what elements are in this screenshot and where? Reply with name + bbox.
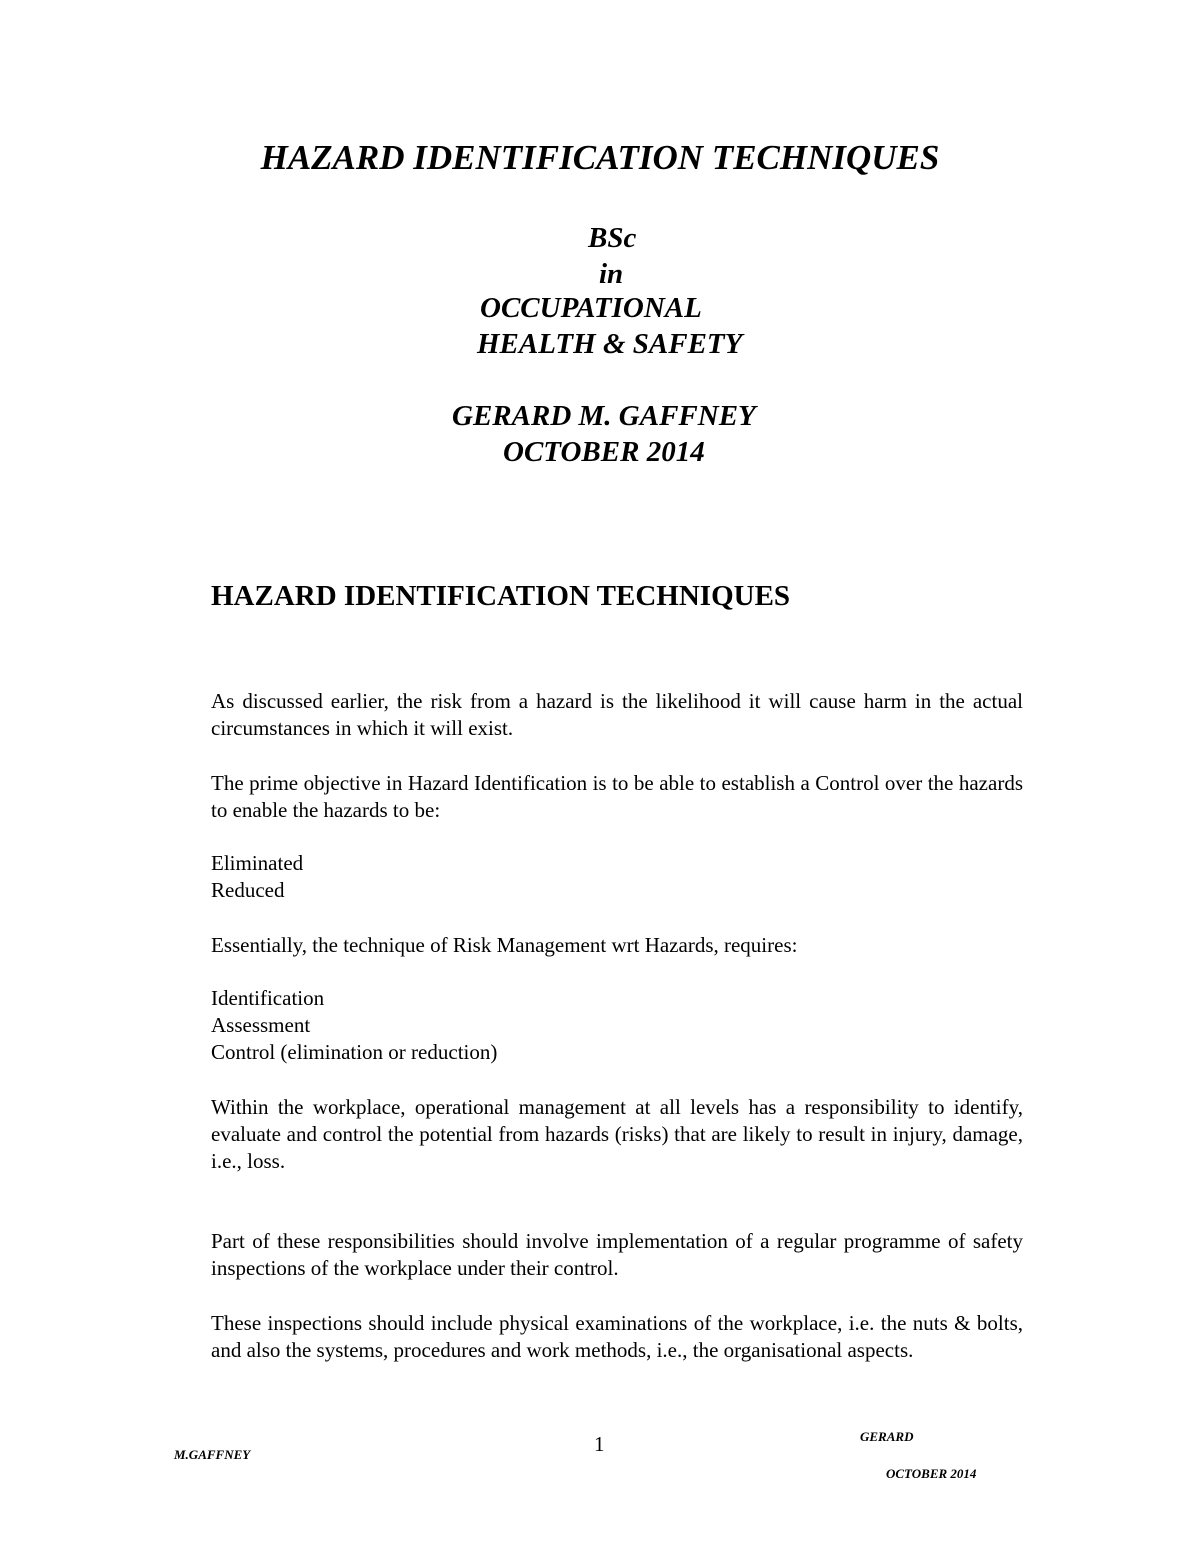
cover-author: GERARD M. GAFFNEY bbox=[452, 400, 756, 432]
paragraph-workplace: Within the workplace, operational management at all levels has a responsibility to identify, evaluate and control the potential from hazards (risks) that are likely to result in injury, damage, i.e., loss. bbox=[211, 1095, 1023, 1173]
list-item: Eliminated bbox=[211, 851, 304, 875]
cover-title: HAZARD IDENTIFICATION TECHNIQUES bbox=[260, 138, 940, 177]
cover-degree: BSc bbox=[588, 222, 637, 254]
paragraph-responsibilities: Part of these responsibilities should involve implementation of a regular programme of safety inspections of the workplace under their control. bbox=[211, 1229, 1023, 1280]
list-item: Control (elimination or reduction) bbox=[211, 1040, 498, 1064]
paragraph-risk-management: Essentially, the technique of Risk Management wrt Hazards, requires: bbox=[211, 933, 798, 957]
list-item: Assessment bbox=[211, 1013, 311, 1037]
footer-left: M.GAFFNEY bbox=[174, 1447, 251, 1462]
cover-field-line2: HEALTH & SAFETY bbox=[477, 328, 743, 360]
cover-field-line1: OCCUPATIONAL bbox=[480, 292, 702, 324]
section-heading: HAZARD IDENTIFICATION TECHNIQUES bbox=[211, 580, 791, 612]
list-control-outcomes bbox=[211, 850, 1023, 904]
list-risk-management-steps bbox=[211, 985, 1023, 1066]
list-item: Reduced bbox=[211, 878, 285, 902]
cover-date: OCTOBER 2014 bbox=[503, 436, 705, 468]
paragraph-inspections: These inspections should include physical examinations of the workplace, i.e. the nuts & bolts, and also the systems, procedures and work methods, i.e., the organisational aspects. bbox=[211, 1311, 1023, 1362]
footer-right-top: GERARD bbox=[860, 1429, 914, 1444]
cover-in: in bbox=[599, 258, 624, 290]
paragraph-objective: The prime objective in Hazard Identification is to be able to establish a Control over the hazards to enable the hazards to be: bbox=[211, 771, 1023, 822]
list-item: Identification bbox=[211, 986, 325, 1010]
footer-right-bottom: OCTOBER 2014 bbox=[886, 1466, 977, 1481]
page-number: 1 bbox=[594, 1432, 605, 1456]
paragraph-risk: As discussed earlier, the risk from a hazard is the likelihood it will cause harm in the actual circumstances in which it will exist. bbox=[211, 689, 1023, 740]
